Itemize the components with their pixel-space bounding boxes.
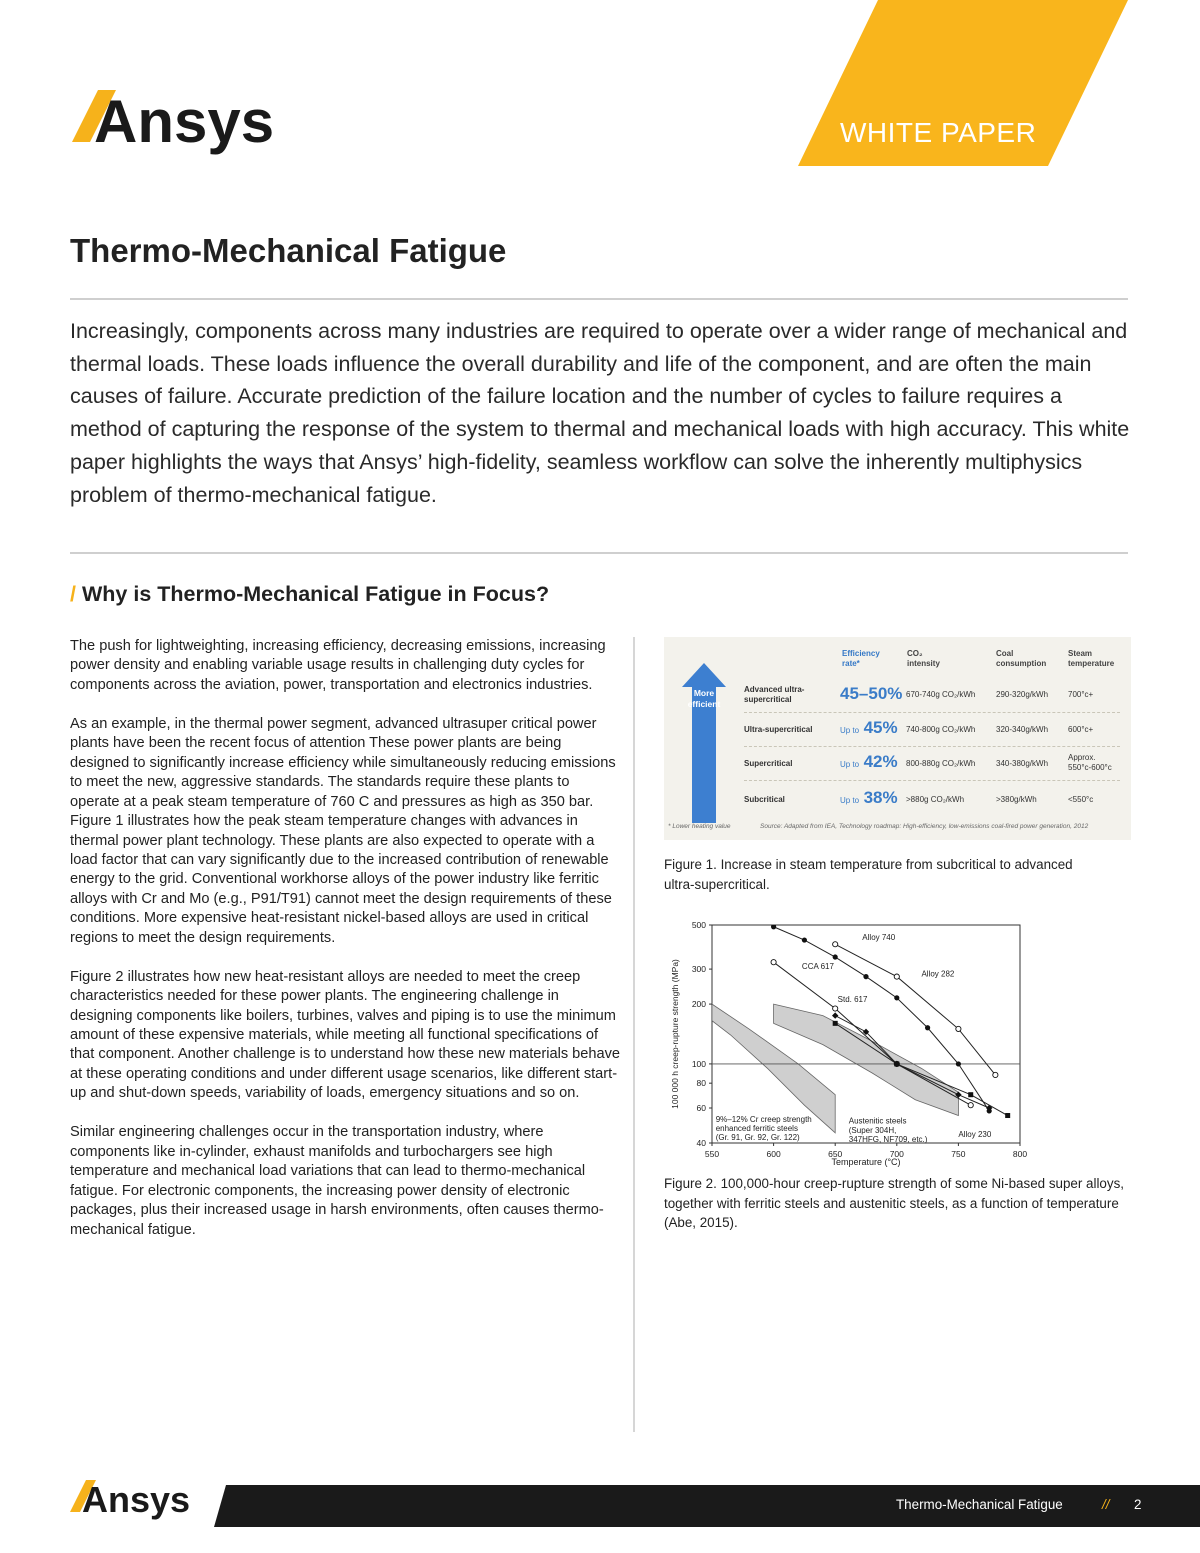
y-tick-label: 300: [691, 964, 706, 975]
page-number: 2: [1134, 1497, 1142, 1512]
section-heading: [70, 582, 549, 607]
data-point: [894, 1061, 899, 1066]
section-heading-text: Why is Thermo-Mechanical Fatigue in Focus?: [81, 582, 550, 606]
footer-logo-text: Ansys: [82, 1479, 191, 1520]
series-label-3: CCA 617: [801, 962, 834, 972]
table-row: [744, 781, 1120, 815]
up-arrow-icon: [682, 663, 726, 823]
row-co2: 740-800g CO₂/kWh: [906, 725, 976, 734]
series-label-1: Alloy 740: [862, 933, 896, 943]
data-point: [956, 1061, 961, 1066]
data-point: [1005, 1113, 1010, 1118]
row-efficiency: Up to 38%: [840, 788, 898, 807]
data-point: [968, 1092, 973, 1097]
x-tick-label: 650: [828, 1149, 843, 1159]
y-axis-label: 100 000 h creep-rupture strength (MPa): [670, 959, 680, 1109]
footer-title: Thermo-Mechanical Fatigue: [896, 1497, 1063, 1512]
series-label-4: Std. 617: [837, 994, 868, 1004]
body-paragraph-3: Figure 2 illustrates how new heat-resistant alloys are needed to meet the creep characteristics needed for these power plants. The engineering challenge in designing components like boilers, turbines, valves and piping is to use the minimum amount of these expensive materials, while meeting all functional specifications of that component. Another challenge is to understand how these new materials behave at these operating conditions and under different usage scenarios, like different start-up and shut-down speeds, variability of loads, emergency situations and so on.: [70, 968, 621, 1102]
footer-ansys-logo: [68, 1478, 204, 1523]
row-name: Supercritical: [744, 759, 793, 768]
band-1-label-line-1: 9%–12% Cr creep strength: [715, 1115, 812, 1125]
y-tick-label: 100: [691, 1058, 706, 1069]
x-tick-label: 800: [1012, 1149, 1028, 1159]
row-co2: 800-880g CO₂/kWh: [906, 759, 976, 768]
section-slash: /: [70, 582, 76, 606]
row-coal: >380g/kWh: [996, 795, 1037, 804]
row-steam: 700°c+: [1068, 690, 1094, 699]
x-tick-label: 600: [766, 1149, 781, 1159]
data-point: [956, 1026, 961, 1031]
data-point: [833, 954, 838, 959]
y-tick-label: 80: [696, 1078, 706, 1089]
row-name: Advanced ultra-supercritical: [744, 685, 805, 704]
x-tick-label: 750: [951, 1149, 966, 1159]
data-point: [802, 937, 807, 942]
header-steam: Steam temperature: [1068, 649, 1115, 668]
data-point: [894, 995, 899, 1000]
row-co2: 670-740g CO₂/kWh: [906, 690, 976, 699]
ansys-logo-text: Ansys: [94, 88, 275, 155]
series-label-5: Alloy 230: [958, 1129, 992, 1139]
row-co2: >880g CO₂/kWh: [906, 795, 965, 804]
header-co2: CO₂ intensity: [907, 649, 940, 668]
row-name: Ultra-supercritical: [744, 725, 813, 734]
band-2-label-line-3: 347HFG, NF709, etc.): [848, 1134, 928, 1144]
data-point: [925, 1025, 930, 1030]
row-steam: <550°c: [1068, 795, 1094, 804]
ansys-logo: [68, 86, 308, 166]
row-coal: 320-340g/kWh: [996, 725, 1049, 734]
y-tick-label: 60: [696, 1103, 706, 1114]
row-efficiency: 45–50%: [840, 684, 903, 703]
body-paragraph-2: As an example, in the thermal power segment, advanced ultrasuper critical power plants have been the recent focus of attention These power plants are being designed to significantly increase efficiency while simultaneously reducing emissions to meet the new, aggressive standards. The standards require these plants to operate at a peak steam temperature of 760 C and pressures as high as 350 bar. Figure 1 illustrates how the peak steam temperature changes with advances in thermal power plant technology. These plants are also expected to operate with a load factor that can vary significantly due to the increased contribution of renewable energy to the grid. Conventional workhorse alloys of the power industry like ferritic alloys with Cr and Mo (e.g., P91/T91) cannot meet the design requirements of these conditions. More expensive heat-resistant nickel-based alloys are used in critical regions to meet the design requirements.: [70, 715, 616, 946]
figure-1-source: Source: Adapted from IEA, Technology roadmap: High-efficiency, low-emissions coal-fired power generation, 2012: [760, 823, 1089, 830]
x-tick-label: 550: [704, 1149, 720, 1159]
row-coal: 290-320g/kWh: [996, 690, 1049, 699]
row-steam: 600°c+: [1068, 725, 1094, 734]
body-paragraph-4: Similar engineering challenges occur in the transportation industry, where components like in-cylinder, exhaust manifolds and turbochargers see high temperature and mechanical load variations that can lead to thermo-mechanical fatigue. For electronic components, the increasing power density of electronic packages, plus their increased usage in harsh environments, often causes thermo-mechanical fatigue.: [70, 1124, 604, 1238]
series-label-2: Alloy 282: [921, 969, 955, 979]
row-steam: Approx. 550°c-600°c: [1068, 753, 1112, 772]
data-point: [894, 974, 899, 979]
row-efficiency: Up to 42%: [840, 752, 898, 771]
header-coal: Coal consumption: [996, 649, 1047, 668]
data-point: [833, 1006, 838, 1011]
header-efficiency: Efficiency rate*: [842, 649, 880, 668]
figure-1-caption: Figure 1. Increase in steam temperature from subcritical to advanced ultra-supercritical.: [664, 857, 1073, 892]
footer-separator: //: [1102, 1497, 1110, 1512]
figure-1-note: * Lower heating value: [668, 823, 731, 830]
white-paper-label: WHITE PAPER: [840, 117, 1037, 148]
more-efficient-label: More efficient: [687, 688, 721, 709]
figure-1-table: [664, 637, 1131, 840]
divider-intro: [70, 552, 1128, 554]
body-column: [70, 637, 622, 1259]
band-1-label-line-2: enhanced ferritic steels: [715, 1123, 798, 1133]
data-point: [833, 1021, 838, 1026]
data-point: [863, 974, 868, 979]
row-efficiency: Up to 45%: [840, 718, 898, 737]
intro-paragraph: Increasingly, components across many industries are required to operate over a wider range of mechanical and thermal loads. These loads influence the overall durability and life of the component, and are often the main causes of failure. Accurate prediction of the failure location and the number of cycles to failure requires a method of capturing the response of the system to thermal and mechanical loads with high accuracy. This white paper highlights the ways that Ansys’ high-fidelity, seamless workflow can solve the inherently multiphysics problem of thermo-mechanical fatigue.: [70, 319, 1130, 507]
y-tick-label: 500: [691, 920, 706, 930]
figure-2-chart: [664, 915, 1034, 1173]
row-coal: 340-380g/kWh: [996, 759, 1049, 768]
x-axis-label: Temperature (°C): [831, 1157, 901, 1167]
table-row: [744, 713, 1120, 747]
x-tick-label: 700: [889, 1149, 904, 1159]
data-point: [771, 960, 776, 965]
band-1-label-line-3: (Gr. 91, Gr. 92, Gr. 122): [715, 1132, 800, 1142]
y-tick-label: 40: [696, 1138, 706, 1148]
band-2-label-line-2: (Super 304H,: [848, 1125, 897, 1135]
y-tick-label: 200: [691, 999, 706, 1010]
figure-2-caption: Figure 2. 100,000-hour creep-rupture strength of some Ni-based super alloys, together with ferritic steels and austenitic steels, as a function of temperature (Abe, 2015).: [664, 1176, 1124, 1230]
column-divider: [633, 637, 635, 1432]
body-paragraph-1: The push for lightweighting, increasing efficiency, decreasing emissions, increasing power density and enabling variable usage results in challenging duty cycles for components across the aviation, power, transportation and electronics industries.: [70, 638, 606, 693]
table-row: [744, 679, 1120, 713]
table-row: [744, 747, 1120, 781]
band-2-label-line-1: Austenitic steels: [848, 1116, 907, 1126]
row-name: Subcritical: [744, 795, 785, 804]
divider-top: [70, 298, 1128, 300]
data-point: [833, 942, 838, 947]
page-title: Thermo-Mechanical Fatigue: [70, 232, 507, 269]
data-point: [968, 1103, 973, 1108]
data-point: [993, 1072, 998, 1077]
